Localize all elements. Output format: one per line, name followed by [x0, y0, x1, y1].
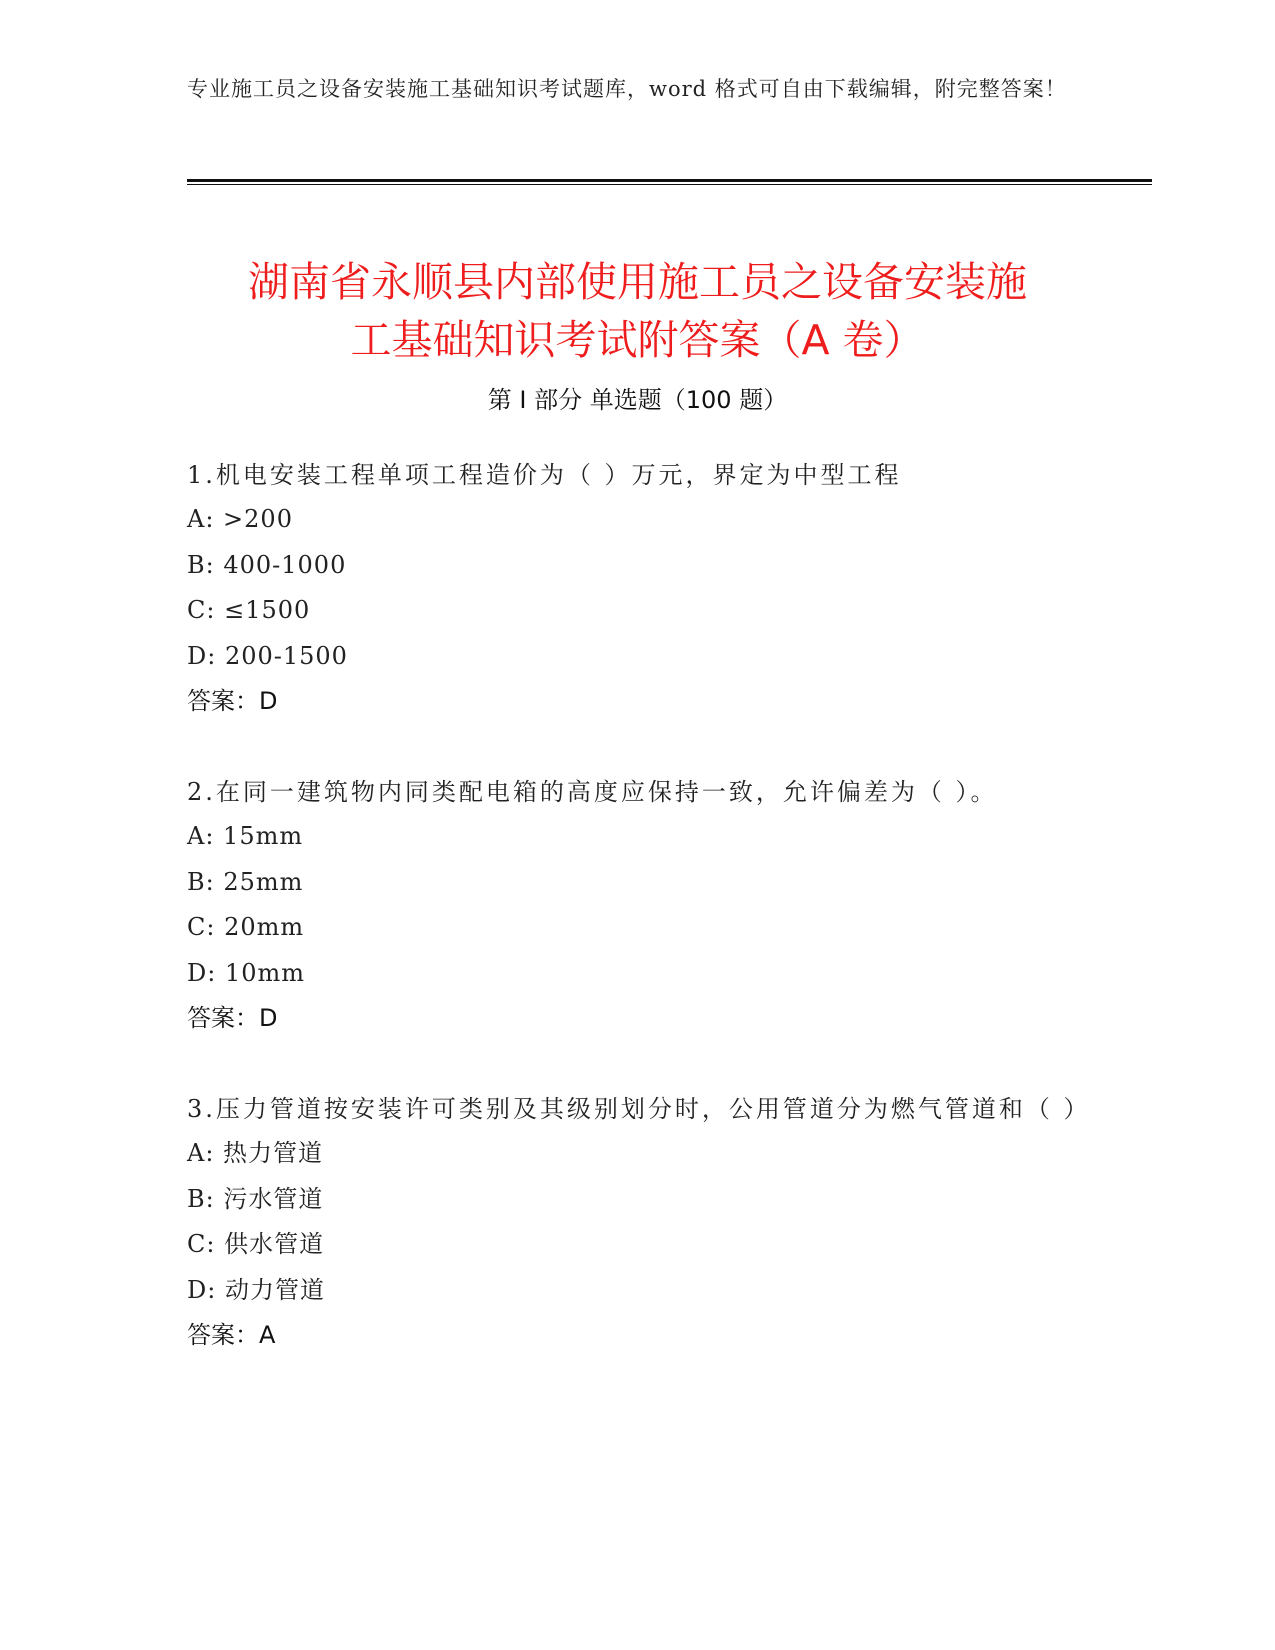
question-option-b: B: 污水管道 [187, 1184, 324, 1213]
question-answer: 答案：D [187, 687, 278, 715]
question-answer: 答案：D [187, 1004, 278, 1032]
question-option-a: A: 15mm [187, 822, 304, 850]
question-1 [187, 453, 1087, 725]
question-3 [187, 1087, 1091, 1359]
header-divider-thin [187, 184, 1152, 185]
question-option-c: C: 20mm [187, 913, 305, 941]
question-answer: 答案：A [187, 1321, 276, 1349]
question-option-c: C: ≤1500 [187, 596, 311, 624]
document-title [150, 253, 1125, 369]
header-divider-thick [187, 179, 1152, 182]
question-option-d: D: 200-1500 [187, 641, 348, 670]
question-option-d: D: 动力管道 [187, 1275, 325, 1304]
question-stem: 1.机电安装工程单项工程造价为（ ）万元，界定为中型工程 [187, 461, 902, 489]
question-option-b: B: 400-1000 [187, 550, 347, 579]
question-option-c: C: 供水管道 [187, 1230, 325, 1258]
section-heading: 第 I 部分 单选题（100 题） [487, 386, 788, 414]
question-stem: 3.压力管道按安装许可类别及其级别划分时，公用管道分为燃气管道和（ ） [187, 1095, 1091, 1123]
question-stem: 2.在同一建筑物内同类配电箱的高度应保持一致，允许偏差为（ ）。 [187, 778, 998, 806]
question-option-a: A: 热力管道 [187, 1139, 324, 1167]
document-title-line-1: 湖南省永顺县内部使用施工员之设备安装施 [248, 258, 1027, 307]
document-title-line-2: 工基础知识考试附答案（A 卷） [350, 316, 925, 365]
header-note: 专业施工员之设备安装施工基础知识考试题库，word 格式可自由下载编辑，附完整答案！ [187, 77, 1067, 101]
question-option-b: B: 25mm [187, 867, 304, 896]
question-2 [187, 770, 1087, 1042]
question-option-a: A: >200 [187, 505, 293, 533]
question-option-d: D: 10mm [187, 958, 306, 987]
